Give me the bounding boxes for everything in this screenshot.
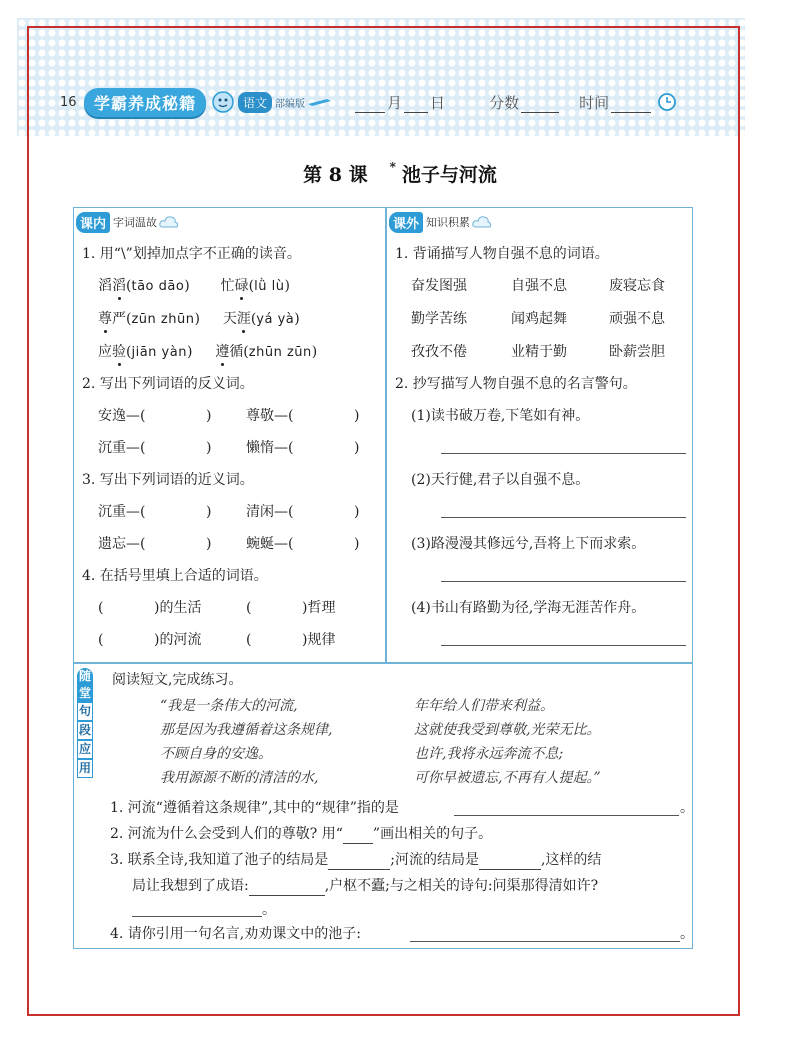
antonym-item[interactable]: 沉重—( bbox=[98, 440, 146, 456]
clock-icon bbox=[657, 92, 677, 112]
time-label: 时间 bbox=[579, 93, 610, 112]
idiom-word: 闻鸡起舞 bbox=[511, 311, 567, 327]
poem-line: 我用源源不断的清洁的水, bbox=[160, 770, 319, 786]
month-label: 月 bbox=[387, 93, 403, 112]
subject-badge: 语文 bbox=[238, 92, 272, 113]
antonym-item[interactable]: 懒惰—( bbox=[246, 440, 294, 456]
antonym-item[interactable]: 尊敬—( bbox=[246, 408, 294, 424]
lesson-star: * bbox=[389, 160, 396, 174]
pinyin-row-2: 尊严(zūn zhūn) 天涯(yá yà) bbox=[98, 311, 300, 327]
idiom-word: 孜孜不倦 bbox=[411, 344, 467, 360]
poem-line: 那是因为我遵循着这条规律, bbox=[160, 722, 333, 738]
month-blank[interactable] bbox=[355, 97, 385, 113]
reading-intro: 阅读短文,完成练习。 bbox=[112, 672, 243, 688]
reading-question-4: 4. 请你引用一句名言,劝劝课文中的池子: bbox=[110, 926, 361, 942]
day-label: 日 bbox=[430, 93, 446, 112]
section-tag-extra bbox=[389, 211, 492, 233]
word-zunxun: 遵循( bbox=[215, 344, 249, 360]
word-review-section bbox=[73, 207, 386, 663]
idiom-word: 业精于勤 bbox=[511, 344, 567, 360]
poem-left bbox=[160, 694, 332, 790]
underline-sample bbox=[343, 830, 373, 844]
poem-line: 这就使我受到尊敬,光荣无比。 bbox=[414, 722, 601, 738]
page-number: 16 bbox=[60, 94, 77, 110]
word-manglu: 忙碌( bbox=[220, 278, 255, 294]
antonym-item[interactable]: 安逸—( bbox=[98, 408, 146, 424]
idiom-word: 顽强不息 bbox=[609, 311, 665, 327]
q3-text-a: 3. 联系全诗,我知道了池子的结局是 bbox=[110, 852, 329, 868]
time-blank[interactable] bbox=[611, 97, 651, 113]
q3-text-b: ;河流的结局是 bbox=[390, 852, 479, 868]
quote-item: (2)天行健,君子以自强不息。 bbox=[411, 472, 590, 488]
fill-open-paren[interactable]: ( bbox=[98, 632, 104, 648]
brand-title: 学霸养成秘籍 bbox=[84, 88, 206, 117]
word-zunyan: 尊严( bbox=[98, 311, 132, 327]
question-2: 2. 抄写描写人物自强不息的名言警句。 bbox=[395, 376, 637, 392]
close-paren: ) bbox=[206, 440, 212, 456]
side-tag-char: 段 bbox=[77, 721, 93, 740]
poem-line: 可你早被遗忘,不再有人提起。” bbox=[414, 770, 601, 786]
fill-open-paren[interactable]: ( bbox=[246, 600, 252, 616]
side-tag-char: 句 bbox=[77, 702, 93, 721]
mascot-icon bbox=[210, 89, 236, 115]
q3-text-e: ,户枢不蠹;与之相关的诗句:问渠那得清如许? bbox=[324, 878, 599, 894]
pinyin-options[interactable]: jiān yàn bbox=[131, 345, 187, 360]
word-taotao: 滔滔( bbox=[98, 278, 132, 294]
answer-line[interactable] bbox=[132, 916, 262, 917]
pinyin-options[interactable]: zūn zhūn bbox=[131, 312, 195, 327]
score-label: 分数 bbox=[489, 93, 520, 112]
fill-phrase: )哲理 bbox=[302, 600, 336, 616]
knowledge-section bbox=[386, 207, 693, 663]
tag-text: 知识积累 bbox=[426, 216, 471, 229]
date-fields bbox=[355, 92, 651, 113]
idiom-word: 奋发图强 bbox=[411, 278, 467, 294]
pinyin-options[interactable]: lǜ lù bbox=[254, 279, 285, 294]
fill-phrase: )的生活 bbox=[154, 600, 202, 616]
answer-line[interactable] bbox=[441, 645, 686, 646]
close-paren: ) bbox=[206, 408, 212, 424]
word-yingyan: 应验( bbox=[98, 344, 132, 360]
synonym-item[interactable]: 沉重—( bbox=[98, 504, 146, 520]
close-paren: ) bbox=[354, 408, 360, 424]
close-paren: ) bbox=[354, 504, 360, 520]
poem-line: “我是一条伟大的河流, bbox=[160, 698, 298, 714]
day-blank[interactable] bbox=[404, 97, 428, 113]
question-2: 2. 写出下列词语的反义词。 bbox=[82, 376, 254, 392]
answer-blank[interactable] bbox=[328, 856, 390, 870]
reading-question-2 bbox=[110, 824, 492, 844]
q3-text-c: ,这样的结 bbox=[540, 852, 602, 868]
side-tag-char: 应 bbox=[77, 740, 93, 759]
idiom-word: 自强不息 bbox=[511, 278, 567, 294]
answer-line[interactable] bbox=[410, 941, 680, 942]
answer-blank[interactable] bbox=[479, 856, 541, 870]
answer-line[interactable] bbox=[441, 453, 686, 454]
synonym-item[interactable]: 清闲—( bbox=[246, 504, 294, 520]
cloud-icon bbox=[472, 215, 492, 229]
idiom-word: 废寝忘食 bbox=[609, 278, 665, 294]
header-strip bbox=[60, 84, 720, 120]
period: 。 bbox=[680, 800, 694, 816]
synonym-item[interactable]: 蜿蜒—( bbox=[246, 536, 294, 552]
quote-item: (3)路漫漫其修远兮,吾将上下而求索。 bbox=[411, 536, 646, 552]
answer-line[interactable] bbox=[441, 517, 686, 518]
period: 。 bbox=[262, 902, 276, 918]
fill-open-paren[interactable]: ( bbox=[98, 600, 104, 616]
poem-line: 年年给人们带来利益。 bbox=[414, 698, 554, 714]
lesson-number: 第 8 课 bbox=[303, 164, 368, 186]
question-1: 1. 背诵描写人物自强不息的词语。 bbox=[395, 246, 609, 262]
q2-text-a: 2. 河流为什么会受到人们的尊敬? 用“ bbox=[110, 826, 343, 842]
close-paren: ) bbox=[354, 440, 360, 456]
edition-label: 部编版 bbox=[275, 98, 306, 110]
answer-line[interactable] bbox=[441, 581, 686, 582]
pinyin-row-1: 滔滔(tāo dāo) 忙碌(lǜ lù) bbox=[98, 278, 290, 294]
reading-question-1: 1. 河流“遵循着这条规律”,其中的“规律”指的是 bbox=[110, 800, 399, 816]
pinyin-options[interactable]: tāo dāo bbox=[131, 279, 185, 294]
question-1: 1. 用“\”划掉加点字不正确的读音。 bbox=[82, 246, 301, 262]
idiom-word: 卧薪尝胆 bbox=[609, 344, 665, 360]
poem-line: 也许,我将永远奔流不息; bbox=[414, 746, 564, 762]
tag-text: 字词温故 bbox=[113, 216, 158, 229]
word-tianya: 天涯( bbox=[222, 311, 257, 327]
side-tag-char: 用 bbox=[77, 759, 93, 778]
reading-question-3 bbox=[110, 850, 601, 870]
answer-line[interactable] bbox=[454, 815, 679, 816]
period: 。 bbox=[680, 926, 694, 942]
pinyin-options[interactable]: zhūn zūn bbox=[248, 345, 312, 360]
fill-phrase: )的河流 bbox=[154, 632, 202, 648]
side-tag bbox=[76, 668, 94, 778]
cloud-icon bbox=[159, 215, 179, 229]
synonym-item[interactable]: 遗忘—( bbox=[98, 536, 146, 552]
lesson-name: 池子与河流 bbox=[401, 164, 497, 186]
q3-text-d: 局让我想到了成语: bbox=[132, 878, 249, 894]
answer-blank[interactable] bbox=[249, 882, 325, 896]
side-tag-char: 堂 bbox=[78, 686, 91, 700]
idiom-word: 勤学苦练 bbox=[411, 311, 467, 327]
close-paren: ) bbox=[354, 536, 360, 552]
question-3: 3. 写出下列词语的近义词。 bbox=[82, 472, 254, 488]
pinyin-row-3: 应验(jiān yàn) 遵循(zhūn zūn) bbox=[98, 344, 318, 360]
q2-text-b: ”画出相关的句子。 bbox=[372, 826, 493, 842]
question-4: 4. 在括号里填上合适的词语。 bbox=[82, 568, 268, 584]
section-tag-inclass bbox=[76, 211, 179, 233]
pinyin-options[interactable]: yá yà bbox=[256, 312, 295, 327]
reading-question-3-cont bbox=[132, 876, 598, 896]
tag-pill: 课内 bbox=[76, 212, 110, 233]
side-tag-char: 随 bbox=[78, 669, 91, 683]
score-blank[interactable] bbox=[521, 97, 559, 113]
close-paren: ) bbox=[206, 504, 212, 520]
quote-item: (4)书山有路勤为径,学海无涯苦作舟。 bbox=[411, 600, 646, 616]
quote-item: (1)读书破万卷,下笔如有神。 bbox=[411, 408, 590, 424]
fill-open-paren[interactable]: ( bbox=[246, 632, 252, 648]
poem-line: 不顾自身的安逸。 bbox=[160, 746, 272, 762]
pencil-icon bbox=[307, 97, 333, 107]
reading-section bbox=[73, 663, 693, 949]
close-paren: ) bbox=[206, 536, 212, 552]
poem-right bbox=[414, 694, 601, 790]
tag-pill: 课外 bbox=[389, 212, 423, 233]
lesson-title bbox=[0, 160, 800, 187]
fill-phrase: )规律 bbox=[302, 632, 336, 648]
